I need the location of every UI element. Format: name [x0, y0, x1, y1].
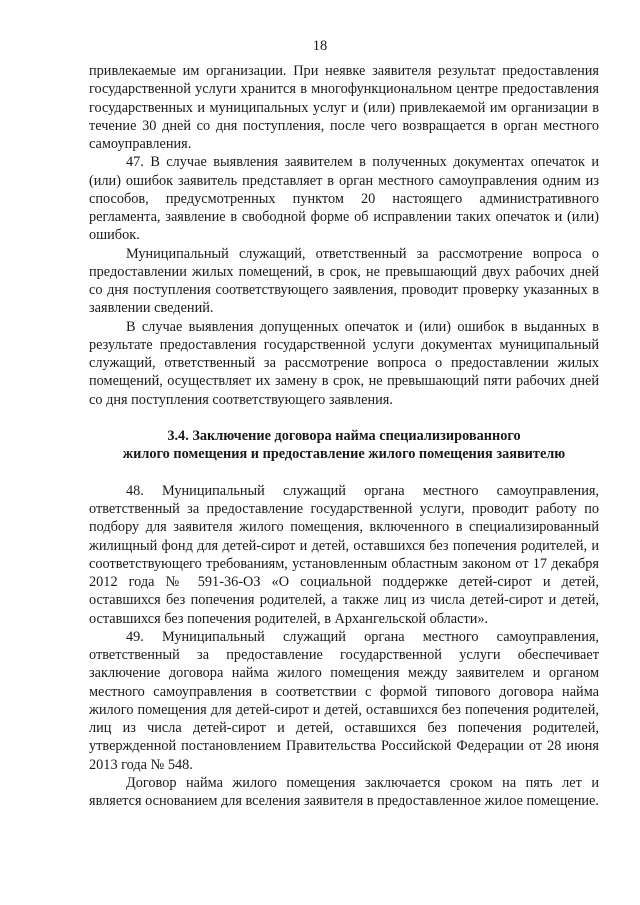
section-heading-line: жилого помещения и предоставление жилого помещения заявителю [122, 446, 566, 463]
paragraph: привлекаемые им организации. При неявке заявителя результат предоставления государственной услуги хранится в многофункциональном центре предоставления государственных и муниципальных услуг и (или) привлекаемой им организации в течение 30 дней со дня поступления, после чего возвращается в орган местного самоуправления. [89, 63, 599, 152]
paragraph: 47. В случае выявления заявителем в полученных документах опечаток и (или) ошибок заявитель представляет в орган местного самоуправления одним из способов, предусмотренных пунктом 20 настоящего административного регламента, заявление в свободной форме об исправлении таких опечаток и (или) ошибок. [89, 154, 599, 244]
paragraph: 49. Муниципальный служащий органа местного самоуправления, ответственный за предоставление государственной услуги обеспечивает заключение договора найма жилого помещения между заявителем и органом местного самоуправления в соответствии с формой типового договора найма жилого помещения для детей-сирот и детей, оставшихся без попечения родителей, лиц из числа детей-сирот и детей, оставшихся без попечения родителей, утвержденной постановлением Правительства Российской Федерации от 28 июня 2013 года № 548. [89, 628, 599, 773]
section-heading-line: 3.4. Заключение договора найма специализированного [167, 427, 521, 444]
section-heading [89, 427, 599, 464]
document-body [89, 62, 599, 810]
paragraph: В случае выявления допущенных опечаток и (или) ошибок в выданных в результате предоставления государственной услуги документах муниципальный служащий, ответственный за рассмотрение вопроса о предоставлении жилых помещений, осуществляет их замену в срок, не превышающий пяти рабочих дней со дня поступления соответствующего заявления. [89, 318, 599, 408]
paragraph: Договор найма жилого помещения заключается сроком на пять лет и является основанием для вселения заявителя в предоставленное жилое помещение. [89, 774, 599, 809]
page-number: 18 [312, 38, 328, 54]
paragraph: Муниципальный служащий, ответственный за рассмотрение вопроса о предоставлении жилых помещений, в срок, не превышающий двух рабочих дней со дня поступления соответствующего заявления, проводит проверку указанных в заявлении сведений. [89, 245, 599, 317]
paragraphs-before-heading [89, 62, 599, 409]
paragraph: 48. Муниципальный служащий органа местного самоуправления, ответственный за предоставление государственной услуги, проводит работу по подбору для заявителя жилого помещения, включенного в специализированный жилищный фонд для детей-сирот и детей, оставшихся без попечения родителей, и соответствующего требованиям, установленным областным законом от 17 декабря 2012 года № 591-36-ОЗ «О социальной поддержке детей-сирот и детей, оставшихся без попечения родителей, а также лиц из числа детей-сирот и детей, оставшихся без попечения родителей, в Архангельской области». [89, 482, 599, 627]
paragraphs-after-heading [89, 482, 599, 811]
